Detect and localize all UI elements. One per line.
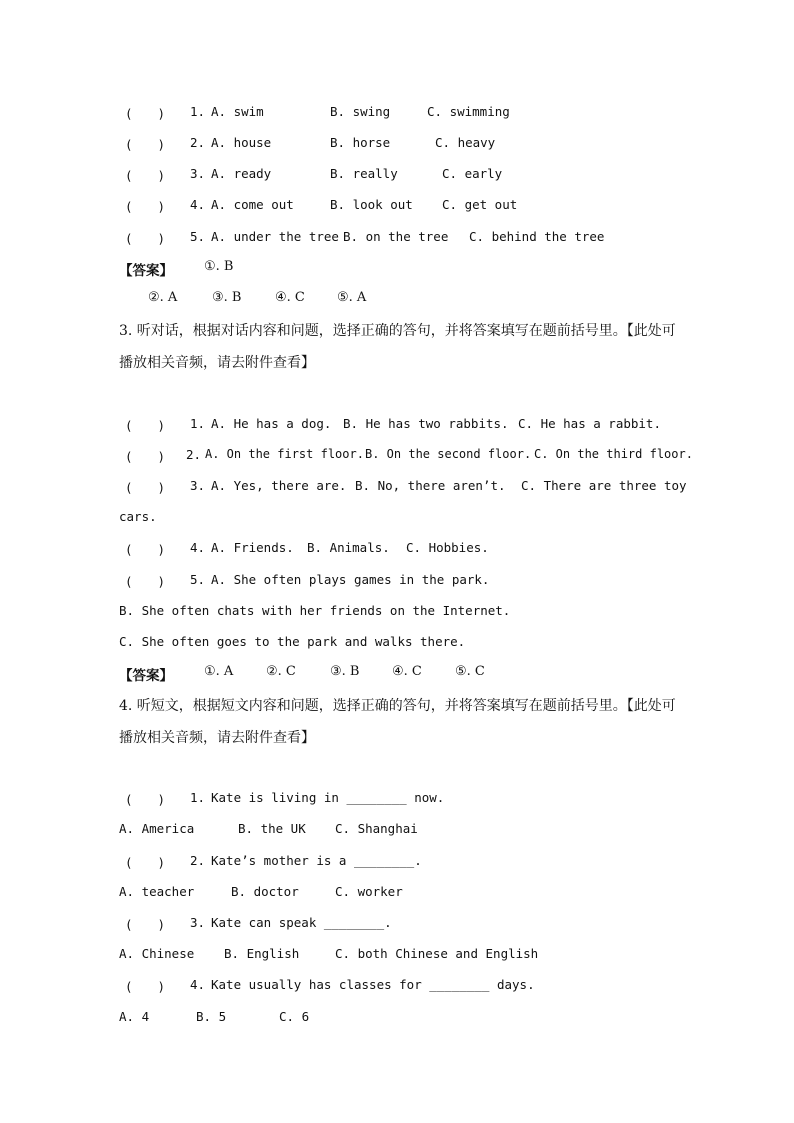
s2-question-5 (0, 229, 794, 251)
s2-answer-row-2 (0, 290, 794, 312)
answer-3: ③. B (330, 664, 360, 679)
instruction-text: 4. 听短文，根据短文内容和问题，选择正确的答句，并将答案填写在题前括号里。【此处可 (119, 698, 676, 714)
option-c: C. She often goes to the park and walks there. (119, 634, 466, 649)
answer-1: ①. B (204, 259, 234, 274)
answer-5: ⑤. A (337, 290, 367, 305)
s3-instruction (0, 320, 794, 342)
s4-question-3 (0, 915, 794, 937)
answer-1: ①. A (204, 664, 234, 679)
s4-instruction-2 (0, 727, 794, 749)
answer-paren: ( ) (125, 542, 166, 557)
option-b: B. Animals. (307, 540, 390, 555)
s4-question-3-options (0, 946, 794, 968)
answer-paren: ( ) (125, 137, 166, 152)
option-a: A. swim (211, 104, 264, 119)
option-b: B. She often chats with her friends on the Internet. (119, 603, 511, 618)
option-a: A. He has a dog. (211, 416, 332, 431)
option-a: A. come out (211, 197, 294, 212)
s3-question-4 (0, 540, 794, 562)
option-c: C. He has a rabbit. (518, 416, 661, 431)
s4-question-4-options (0, 1009, 794, 1031)
question-number: 4. (190, 540, 206, 555)
option-b: B. He has two rabbits. (343, 416, 509, 431)
option-b: B. 5 (196, 1009, 227, 1024)
answer-paren: ( ) (125, 792, 166, 807)
answer-paren: ( ) (125, 480, 166, 495)
option-c-continued: cars. (119, 509, 157, 524)
answer-paren: ( ) (125, 574, 166, 589)
option-b: B. English (224, 946, 300, 961)
option-c: C. get out (442, 197, 518, 212)
option-a: A. house (211, 135, 272, 150)
question-number: 2. (190, 853, 206, 868)
option-c: C. On the third floor. (534, 447, 693, 461)
s2-question-3 (0, 166, 794, 188)
option-c: C. Hobbies. (406, 540, 489, 555)
s4-question-1-options (0, 821, 794, 843)
option-a: A. under the tree (211, 229, 339, 244)
option-b: B. swing (330, 104, 391, 119)
answer-3: ③. B (212, 290, 242, 305)
option-c: C. behind the tree (469, 229, 605, 244)
question-text: Kate is living in ________ now. (211, 790, 445, 805)
s2-question-1 (0, 104, 794, 126)
option-c: C. There are three toy (521, 478, 687, 493)
question-number: 3. (190, 915, 206, 930)
s3-question-1 (0, 416, 794, 438)
option-c: C. swimming (427, 104, 510, 119)
answer-paren: ( ) (125, 449, 166, 464)
option-a: A. On the first floor. (205, 447, 364, 461)
s4-question-2 (0, 853, 794, 875)
answer-paren: ( ) (125, 231, 166, 246)
option-b: B. doctor (231, 884, 299, 899)
option-a: A. Yes, there are. (211, 478, 347, 493)
answer-paren: ( ) (125, 855, 166, 870)
option-c: C. 6 (279, 1009, 310, 1024)
s2-answer-row (0, 259, 794, 281)
s4-instruction (0, 695, 794, 717)
question-number: 3. (190, 478, 206, 493)
answer-2: ②. A (148, 290, 178, 305)
s4-question-1 (0, 790, 794, 812)
option-b: B. really (330, 166, 398, 181)
option-c: C. both Chinese and English (335, 946, 539, 961)
option-b: B. On the second floor. (365, 447, 532, 461)
option-a: A. Chinese (119, 946, 195, 961)
question-number: 2. (186, 447, 202, 462)
answer-paren: ( ) (125, 168, 166, 183)
question-number: 4. (190, 977, 206, 992)
answer-paren: ( ) (125, 418, 166, 433)
question-text: Kate’s mother is a ________. (211, 853, 422, 868)
option-a: A. America (119, 821, 195, 836)
s3-question-5 (0, 572, 794, 594)
option-b: B. No, there aren’t. (355, 478, 506, 493)
s4-question-4 (0, 977, 794, 999)
s3-instruction-2 (0, 352, 794, 374)
option-c: C. heavy (435, 135, 496, 150)
s2-question-4 (0, 197, 794, 219)
question-number: 4. (190, 197, 206, 212)
question-number: 5. (190, 572, 206, 587)
answer-4: ④. C (392, 664, 422, 679)
option-a: A. She often plays games in the park. (211, 572, 490, 587)
answer-paren: ( ) (125, 979, 166, 994)
s3-question-3-cont (0, 509, 794, 531)
question-number: 5. (190, 229, 206, 244)
answer-paren: ( ) (125, 199, 166, 214)
s3-question-3 (0, 478, 794, 500)
s3-question-5-option-c (0, 634, 794, 656)
option-a: A. Friends. (211, 540, 294, 555)
answer-4: ④. C (275, 290, 305, 305)
question-text: Kate usually has classes for ________ days. (211, 977, 535, 992)
option-b: B. the UK (238, 821, 306, 836)
option-b: B. horse (330, 135, 391, 150)
instruction-text: 3. 听对话，根据对话内容和问题，选择正确的答句，并将答案填写在题前括号里。【此处可 (119, 323, 676, 339)
instruction-text: 播放相关音频，请去附件查看】 (119, 355, 315, 371)
option-b: B. on the tree (343, 229, 449, 244)
answer-2: ②. C (266, 664, 296, 679)
answer-5: ⑤. C (455, 664, 485, 679)
s3-question-2 (0, 447, 794, 469)
option-b: B. look out (330, 197, 413, 212)
answer-paren: ( ) (125, 917, 166, 932)
s3-answer-row (0, 664, 794, 686)
question-number: 1. (190, 790, 206, 805)
option-a: A. teacher (119, 884, 195, 899)
option-c: C. early (442, 166, 503, 181)
question-number: 3. (190, 166, 206, 181)
question-number: 1. (190, 416, 206, 431)
option-c: C. worker (335, 884, 403, 899)
question-number: 2. (190, 135, 206, 150)
answer-label: 【答案】 (119, 668, 173, 684)
instruction-text: 播放相关音频，请去附件查看】 (119, 730, 315, 746)
question-number: 1. (190, 104, 206, 119)
option-a: A. ready (211, 166, 272, 181)
option-c: C. Shanghai (335, 821, 418, 836)
s2-question-2 (0, 135, 794, 157)
s3-question-5-option-b (0, 603, 794, 625)
option-a: A. 4 (119, 1009, 150, 1024)
answer-paren: ( ) (125, 106, 166, 121)
answer-label: 【答案】 (119, 263, 173, 279)
question-text: Kate can speak ________. (211, 915, 392, 930)
s4-question-2-options (0, 884, 794, 906)
